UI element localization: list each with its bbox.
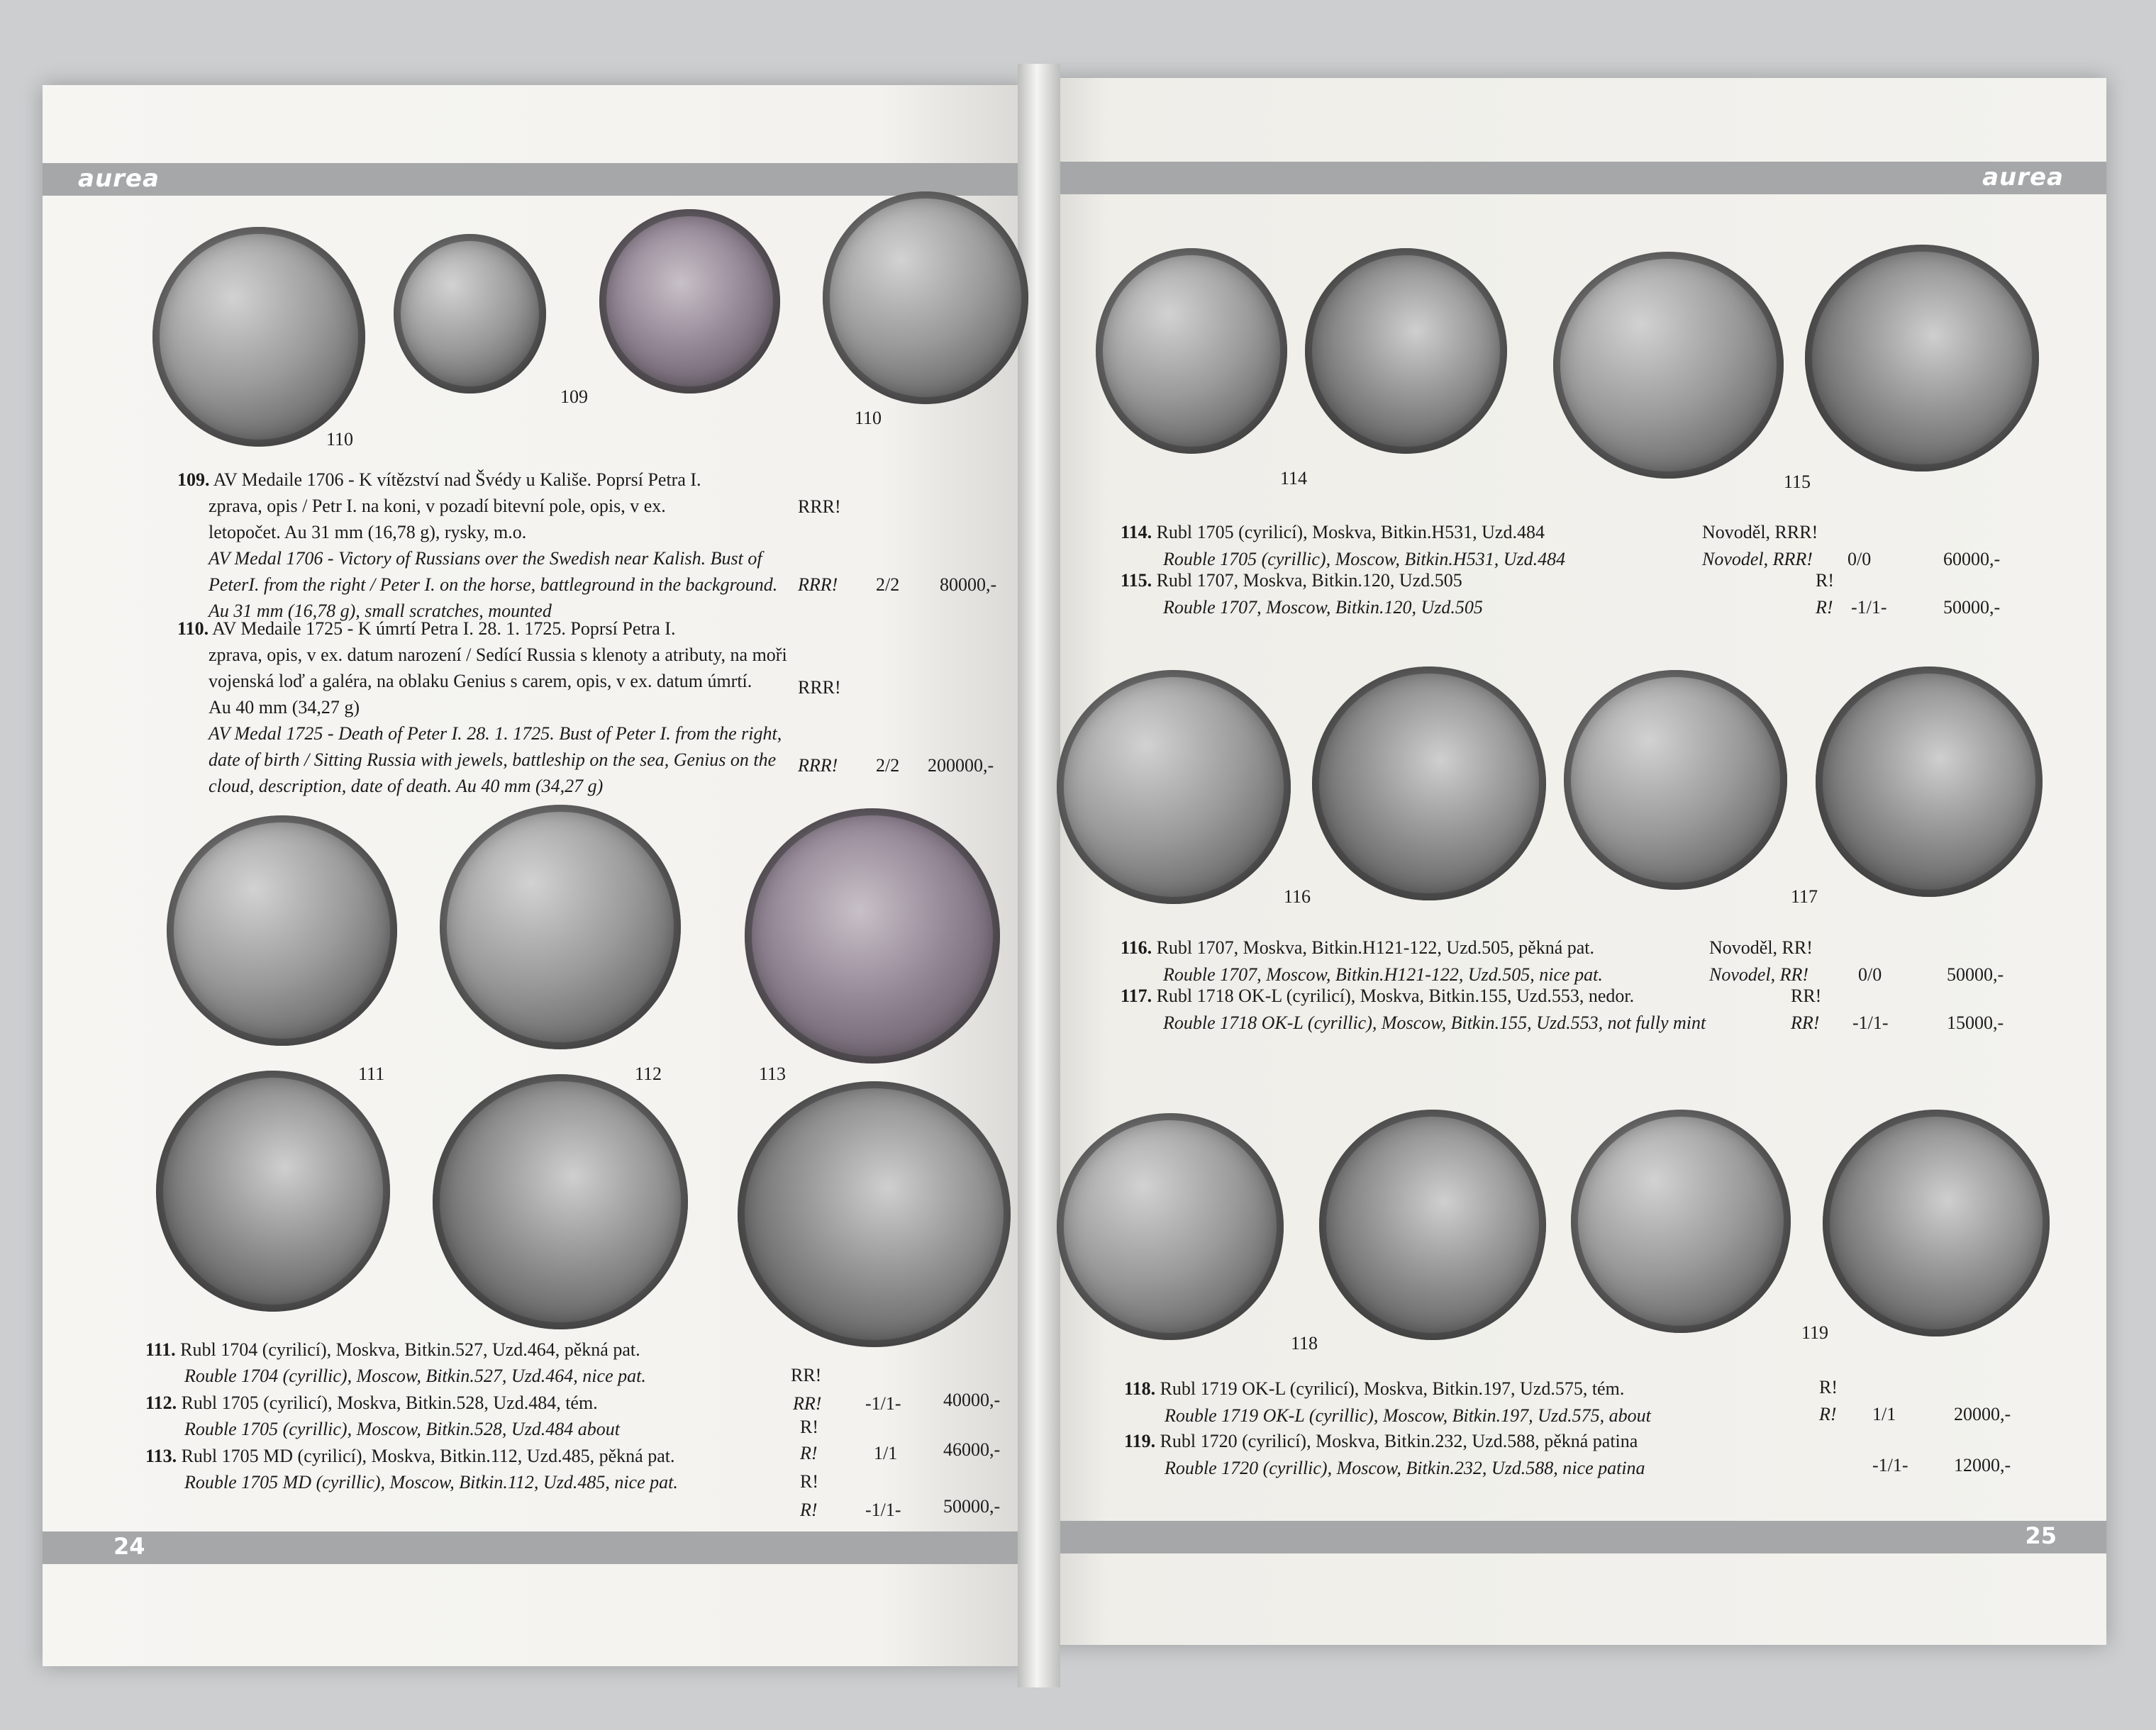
lot-114-rarity: Novodel, RRR! — [1702, 549, 1813, 569]
lot-110: 110. AV Medaile 1725 - K úmrtí Petra I. 28. 1. 1725. Poprsí Petra I. zprava, opis, v ex. datum narození / Sedící Russia s klenoty a atributy, na moři vojenská loď a galéra, na oblaku Genius s carem, opis, v ex. datum úmrtí. Au 40 mm (34,27 g) AV Medal 1725 - Death of Peter I. 28. 1. 1725. Bust of Peter I. from the right, date of birth / Sitting Russia with jewels, battleship on the sea, Genius on the cloud, description, date of death. Au 40 mm (34,27 g) — [177, 618, 787, 796]
lot-114: 114. Rubl 1705 (cyrilicí), Moskva, Bitkin.H531, Uzd.484 Rouble 1705 (cyrillic), Moscow, Bitkin.H531, Uzd.484 — [1121, 522, 1566, 569]
coin-110-obverse — [599, 209, 780, 394]
lot-number: 114. — [1121, 522, 1152, 542]
coin-114-reverse — [1305, 248, 1507, 454]
coin-111-obverse — [167, 815, 397, 1046]
coin-label: 113 — [759, 1064, 787, 1084]
coin-113-reverse — [738, 1081, 1011, 1347]
lot-number: 109. — [177, 469, 210, 490]
lot-119: 119. Rubl 1720 (cyrilicí), Moskva, Bitkin.232, Uzd.588, pěkná patina Rouble 1720 (cyrillic), Moscow, Bitkin.232, Uzd.588, nice patina — [1124, 1431, 1645, 1478]
lot-115-price: 50000,- — [1943, 597, 2001, 618]
coin-label: 110 — [855, 408, 882, 428]
lot-114-price: 60000,- — [1943, 549, 2001, 569]
lot-118-cz-rarity: R! — [1819, 1377, 1838, 1397]
coin-116-reverse — [1312, 666, 1546, 900]
lot-number: 110. — [177, 618, 209, 639]
lot-111-grade: -1/1- — [865, 1393, 901, 1414]
lot-110-price: 200000,- — [928, 755, 994, 776]
lot-118-grade: 1/1 — [1872, 1404, 1896, 1424]
coin-label: 111 — [358, 1064, 385, 1084]
lot-118-price: 20000,- — [1954, 1404, 2011, 1424]
lot-number: 117. — [1121, 986, 1152, 1006]
coin-117-obverse — [1564, 670, 1787, 890]
lot-117-cz-rarity: RR! — [1791, 986, 1822, 1006]
lot-116-cz-rarity: Novoděl, RR! — [1709, 937, 1813, 958]
lot-116: 116. Rubl 1707, Moskva, Bitkin.H121-122, Uzd.505, pěkná pat. Rouble 1707, Moscow, Bitkin.H121-122, Uzd.505, nice pat. — [1121, 937, 1603, 985]
lot-112-price: 46000,- — [943, 1439, 1001, 1460]
lot-113-grade: -1/1- — [865, 1500, 901, 1520]
coin-114-obverse — [1096, 248, 1287, 454]
lot-113-rarity: R! — [800, 1500, 818, 1520]
coin-label: 115 — [1784, 471, 1811, 492]
lot-number: 115. — [1121, 570, 1152, 591]
coin-label: 114 — [1280, 468, 1308, 489]
lot-number: 112. — [145, 1393, 177, 1413]
lot-112-grade: 1/1 — [874, 1443, 898, 1463]
coin-119-obverse — [1571, 1110, 1791, 1333]
coin-label: 116 — [1284, 886, 1311, 907]
lot-113-price: 50000,- — [943, 1496, 1001, 1517]
lot-111-cz-rarity: RR! — [791, 1365, 822, 1385]
coin-118-reverse — [1319, 1110, 1546, 1340]
lot-110-cz-rarity: RRR! — [798, 677, 841, 698]
lot-112-cz-rarity: R! — [800, 1417, 818, 1437]
coin-112-reverse — [433, 1074, 688, 1329]
lot-115-cz-rarity: R! — [1816, 570, 1834, 591]
coin-109-obverse — [152, 227, 365, 447]
lot-110-rarity: RRR! — [798, 755, 838, 776]
coin-label: 119 — [1801, 1322, 1829, 1343]
page-number-right: 25 — [2025, 1522, 2057, 1549]
header-band-left — [43, 163, 1028, 196]
coin-label: 110 — [326, 429, 354, 450]
page-number-left: 24 — [113, 1533, 145, 1560]
lot-118-rarity: R! — [1819, 1404, 1837, 1424]
coin-label: 117 — [1791, 886, 1818, 907]
lot-116-price: 50000,- — [1947, 964, 2004, 985]
lot-115: 115. Rubl 1707, Moskva, Bitkin.120, Uzd.505 Rouble 1707, Moscow, Bitkin.120, Uzd.505 — [1121, 570, 1483, 618]
coin-115-reverse — [1805, 245, 2039, 471]
lot-115-rarity: R! — [1816, 597, 1833, 618]
lot-114-cz-rarity: Novoděl, RRR! — [1702, 522, 1818, 542]
brand-logo: aurea — [1982, 163, 2064, 191]
footer-band-left — [43, 1531, 1028, 1564]
brand-logo: aurea — [78, 164, 160, 193]
lot-110-grade: 2/2 — [876, 755, 900, 776]
lot-number: 116. — [1121, 937, 1152, 958]
lot-115-grade: -1/1- — [1851, 597, 1887, 618]
header-band-right — [1043, 162, 2106, 194]
lot-109: 109. AV Medaile 1706 - K vítězství nad Švédy u Kališe. Poprsí Petra I. zprava, opis / Petr I. na koni, v pozadí bitevní pole, opis, v ex. letopočet. Au 31 mm (16,78 g), rysky, m.o. AV Medal 1706 - Victory of Russians over the Swedish near Kalish. Bust of PeterI. from the right / Peter I. on the horse, battleground in the background. Au 31 mm (16,78 g), small scratches, mounted — [177, 469, 778, 621]
lot-117-rarity: RR! — [1791, 1012, 1820, 1033]
lot-113: 113. Rubl 1705 MD (cyrilicí), Moskva, Bitkin.112, Uzd.485, pěkná pat. Rouble 1705 MD (cyrillic), Moscow, Bitkin.112, Uzd.485, nice pat. — [145, 1446, 678, 1492]
lot-113-cz-rarity: R! — [800, 1471, 818, 1492]
lot-117-price: 15000,- — [1947, 1012, 2004, 1033]
coin-111-reverse — [156, 1071, 390, 1312]
lot-111: 111. Rubl 1704 (cyrilicí), Moskva, Bitkin.527, Uzd.464, pěkná pat. Rouble 1704 (cyrillic), Moscow, Bitkin.527, Uzd.464, nice pat. — [145, 1339, 646, 1386]
lot-109-price: 80000,- — [940, 574, 997, 595]
lot-116-rarity: Novodel, RR! — [1709, 964, 1809, 985]
lot-119-grade: -1/1- — [1872, 1455, 1908, 1475]
coin-118-obverse — [1057, 1113, 1284, 1340]
lot-109-cz-rarity: RRR! — [798, 496, 841, 517]
coin-109-reverse — [394, 234, 546, 394]
coin-115-obverse — [1553, 252, 1784, 479]
coin-117-reverse — [1816, 666, 2043, 897]
lot-112-rarity: R! — [800, 1443, 818, 1463]
lot-118: 118. Rubl 1719 OK-L (cyrilicí), Moskva, Bitkin.197, Uzd.575, tém. Rouble 1719 OK-L (cyrillic), Moscow, Bitkin.197, Uzd.575, about — [1124, 1378, 1651, 1426]
lot-111-price: 40000,- — [943, 1390, 1001, 1410]
coin-label: 112 — [635, 1064, 662, 1084]
lot-number: 113. — [145, 1446, 177, 1466]
lot-number: 119. — [1124, 1431, 1156, 1451]
lot-number: 118. — [1124, 1378, 1156, 1399]
lot-109-rarity: RRR! — [798, 574, 838, 595]
lot-117: 117. Rubl 1718 OK-L (cyrilicí), Moskva, Bitkin.155, Uzd.553, nedor. Rouble 1718 OK-L (cyrillic), Moscow, Bitkin.155, Uzd.553, not fully mint — [1121, 986, 1706, 1033]
footer-band-right — [1043, 1521, 2106, 1553]
lot-114-grade: 0/0 — [1847, 549, 1872, 569]
lot-117-grade: -1/1- — [1852, 1012, 1889, 1033]
coin-label: 118 — [1291, 1333, 1318, 1354]
lot-112: 112. Rubl 1705 (cyrilicí), Moskva, Bitkin.528, Uzd.484, tém. Rouble 1705 (cyrillic), Moscow, Bitkin.528, Uzd.484 about — [145, 1393, 621, 1439]
lot-116-grade: 0/0 — [1858, 964, 1882, 985]
lot-number: 111. — [145, 1339, 176, 1360]
coin-label: 109 — [560, 386, 588, 407]
lot-109-grade: 2/2 — [876, 574, 900, 595]
coin-119-reverse — [1823, 1110, 2050, 1336]
lot-119-price: 12000,- — [1954, 1455, 2011, 1475]
coin-110-reverse — [823, 191, 1028, 404]
lot-111-rarity: RR! — [793, 1393, 822, 1414]
coin-116-obverse — [1057, 670, 1291, 904]
coin-112-obverse — [440, 805, 681, 1049]
coin-113-obverse — [745, 808, 1000, 1064]
